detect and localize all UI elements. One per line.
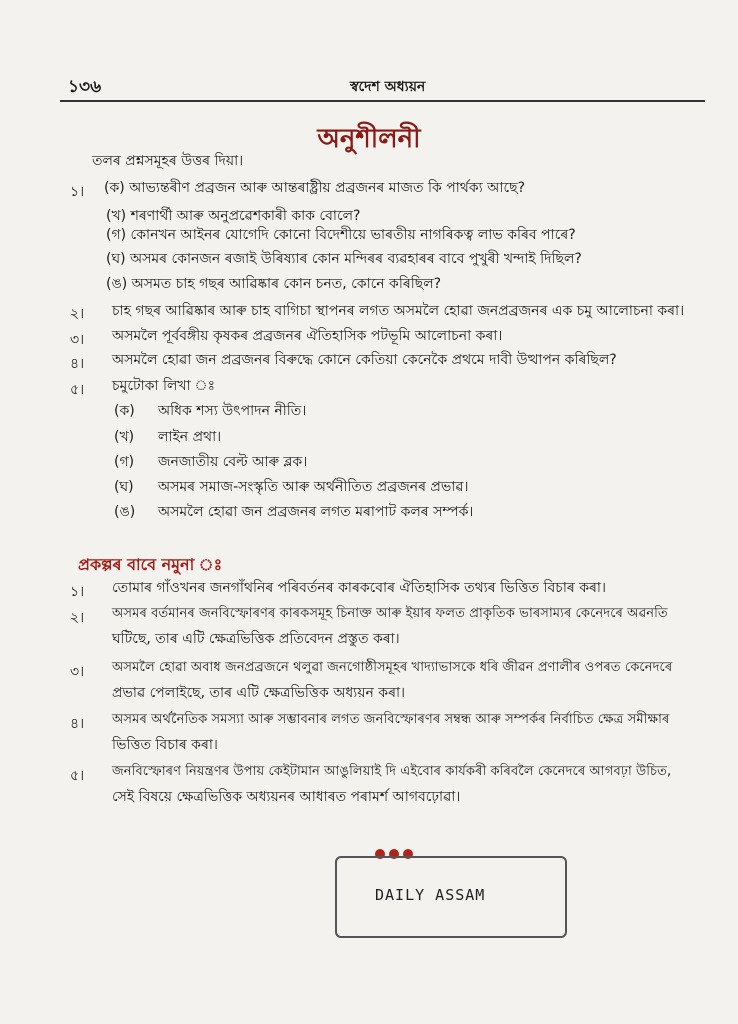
project-number: ২। [70, 610, 85, 626]
project-number: ১। [70, 584, 85, 600]
sub-item-label: (ক) [114, 403, 135, 419]
question-number: ৩। [70, 332, 85, 348]
instruction: তলৰ প্ৰশ্নসমূহৰ উত্তৰ দিয়া। [92, 153, 244, 169]
sub-item-text: অসমলৈ হোৱা জন প্ৰব্ৰজনৰ লগত মৰাপাট কলৰ সম্পৰ্ক। [158, 504, 474, 520]
question-1e: (ঙ) অসমত চাহ গছৰ আৱিষ্কাৰ কোন চনত, কোনে কৰিছিল? [106, 276, 442, 292]
project-3-line2: প্ৰভাৱ পেলাইছে, তাৰ এটি ক্ষেত্ৰভিত্তিক অধ্যয়ন কৰা। [112, 685, 406, 701]
stamp-text: DAILY ASSAM [375, 886, 486, 904]
question-1a: (ক) আভ্যন্তৰীণ প্ৰব্ৰজন আৰু আন্তৰাষ্ট্ৰীয় প্ৰব্ৰজনৰ মাজত কি পাৰ্থক্য আছে? [104, 180, 526, 196]
question-3: অসমলৈ পূৰ্ববঙ্গীয় কৃষকৰ প্ৰব্ৰজনৰ ঐতিহাসিক পটভূমি আলোচনা কৰা। [112, 328, 503, 344]
sub-item-label: (ঙ) [114, 504, 136, 520]
project-3-line1: অসমলৈ হোৱা অবাধ জনপ্ৰব্ৰজনে থলুৱা জনগোষ্ঠীসমূহৰ খাদ্যাভাসকে ধৰি জীৱন প্ৰণালীৰ ওপৰত কেনেদৰে [112, 660, 673, 675]
question-number: ৪। [70, 356, 85, 372]
project-1-text: তোমাৰ গাঁওখনৰ জনগাঁথনিৰ পৰিবৰ্তনৰ কাৰকবোৰ ঐতিহাসিক তথ্যৰ ভিত্তিত বিচাৰ কৰা। [112, 580, 606, 596]
sub-item-label: (গ) [114, 454, 135, 470]
project-2-line2: ঘটিছে, তাৰ এটি ক্ষেত্ৰভিত্তিক প্ৰতিবেদন প্ৰস্তুত কৰা। [112, 631, 400, 647]
sub-item-label: (ঘ) [114, 479, 134, 495]
sub-item-text: লাইন প্ৰথা। [158, 429, 222, 445]
project-2-line1: অসমৰ বৰ্তমানৰ জনবিস্ফোৰণৰ কাৰকসমূহ চিনাক্ত আৰু ইয়াৰ ফলত প্ৰাকৃতিক ভাৰসাম্যৰ কেনেদৰে অৱনতি [112, 606, 668, 621]
project-4-line2: ভিত্তিত বিচাৰ কৰা। [112, 737, 218, 753]
sub-item-text: জনজাতীয় বেল্ট আৰু ব্লক। [158, 454, 308, 470]
question-5: চমুটোকা লিখা ঃ [112, 378, 216, 394]
sub-item-text: অধিক শস্য উৎপাদন নীতি। [158, 403, 307, 419]
sub-item-text: অসমৰ সমাজ-সংস্কৃতি আৰু অৰ্থনীতিত প্ৰব্ৰজনৰ প্ৰভাৱ। [158, 479, 469, 495]
question-1b: (খ) শৰণাৰ্থী আৰু অনুপ্ৰৱেশকাৰী কাক বোলে? [106, 208, 361, 224]
question-1c: (গ) কোনখন আইনৰ যোগেদি কোনো বিদেশীয়ে ভাৰতীয় নাগৰিকত্ব লাভ কৰিব পাৰে? [106, 227, 576, 243]
watermark-stamp [335, 856, 567, 938]
question-number: ৫। [70, 382, 85, 398]
sub-item-label: (খ) [114, 429, 135, 445]
project-5-line1: জনবিস্ফোৰণ নিয়ন্ত্ৰণৰ উপায় কেইটামান আঙুলিয়াই দি এইবোৰ কাৰ্যকৰী কৰিবলৈ কেনেদৰে আগবঢ়া উচিত, [112, 764, 672, 779]
running-title: স্বদেশ অধ্যয়ন [350, 79, 426, 95]
exercise-title: অনুশীলনী [317, 124, 421, 154]
question-number: ২। [70, 306, 85, 322]
question-1d: (ঘ) অসমৰ কোনজন ৰজাই উৰিষ্যাৰ কোন মন্দিৰৰ ব্যৱহাৰৰ বাবে পুখুৰী খন্দাই দিছিল? [106, 251, 582, 267]
project-number: ৫। [70, 768, 85, 784]
project-4-line1: অসমৰ অৰ্থনৈতিক সমস্যা আৰু সম্ভাবনাৰ লগত জনবিস্ফোৰণৰ সম্বন্ধ আৰু সম্পৰ্কৰ নিৰ্বাচিত ক্ষেত্ৰ সমীক্ষাৰ [112, 712, 670, 727]
question-4: অসমলৈ হোৱা জন প্ৰব্ৰজনৰ বিৰুদ্ধে কোনে কেতিয়া কেনেকৈ প্ৰথমে দাবী উত্থাপন কৰিছিল? [112, 352, 617, 368]
projects-heading: প্ৰকল্পৰ বাবে নমুনা ঃ [78, 555, 223, 574]
project-number: ৩। [70, 664, 85, 680]
project-5-line2: সেই বিষয়ে ক্ষেত্ৰভিত্তিক অধ্যয়নৰ আধাৰত পৰামৰ্শ আগবঢ়োৱা। [112, 789, 461, 805]
page-number: ১৩৬ [68, 77, 102, 97]
header-rule [60, 100, 705, 102]
project-number: ৪। [70, 716, 85, 732]
question-2: চাহ গছৰ আৱিষ্কাৰ আৰু চাহ বাগিচা স্থাপনৰ লগত অসমলৈ হোৱা জনপ্ৰব্ৰজনৰ এক চমু আলোচনা কৰা। [112, 303, 685, 319]
question-number: ১। [70, 184, 85, 200]
